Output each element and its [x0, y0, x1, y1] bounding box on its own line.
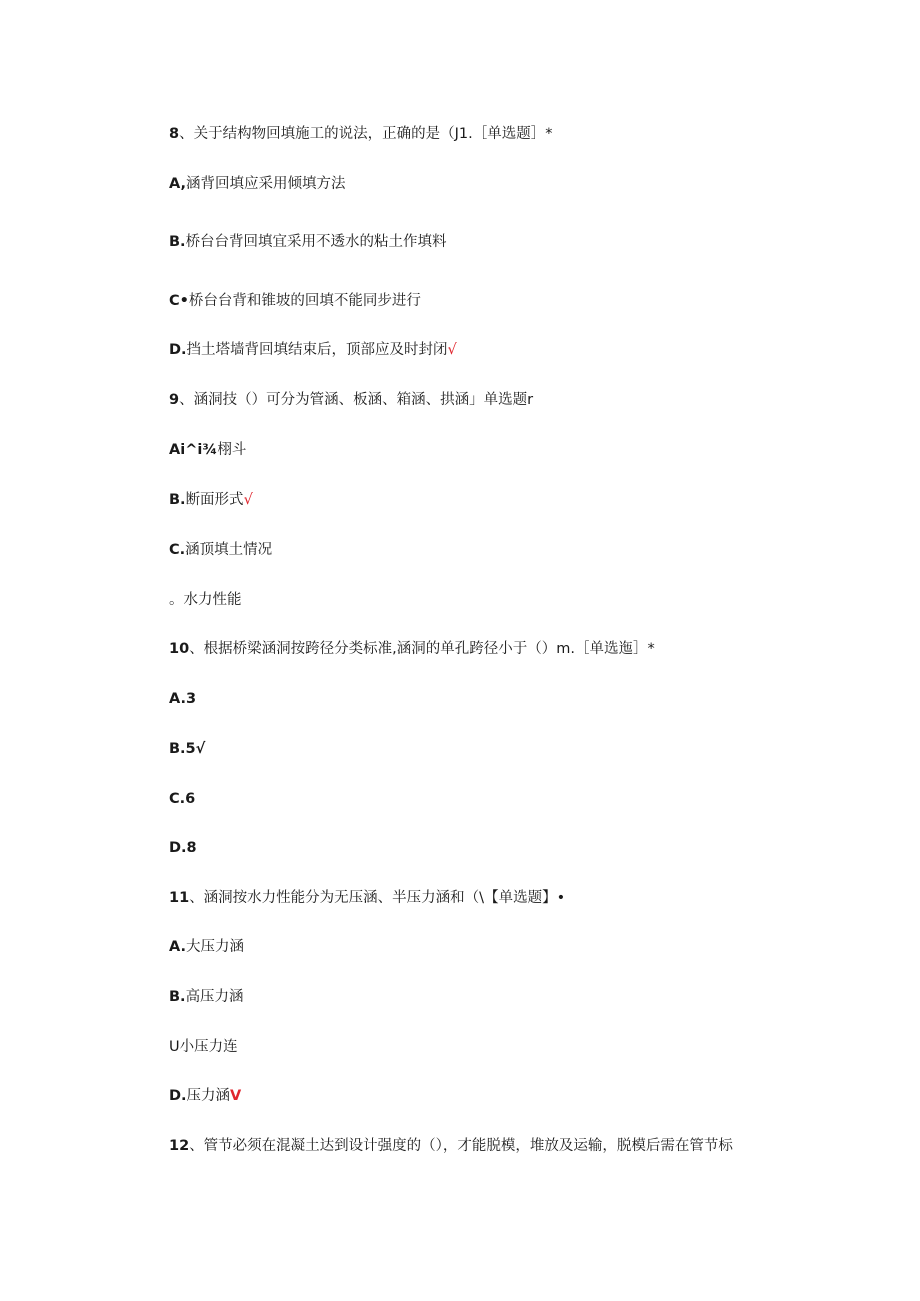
option-key: B. [169, 234, 186, 250]
question-9-stem [169, 390, 533, 410]
question-number: 9 [169, 392, 180, 408]
option-text: 涵背回填应采用倾填方法 [186, 176, 346, 192]
option-key: C.6 [169, 791, 196, 807]
question-text: 、管节必须在混凝土达到设计强度的（），才能脱模，堆放及运输，脱模后需在管节标 [189, 1138, 733, 1154]
question-11-option-a [169, 937, 244, 957]
question-text: 、关于结构物回填施工的说法，正确的是（J1.［单选题］* [179, 126, 553, 142]
option-key: D. [169, 342, 187, 358]
option-key: A, [169, 176, 186, 192]
question-10-option-b [169, 739, 205, 759]
question-text: 、涵洞按水力性能分为无压涵、半压力涵和（\【单选题】• [189, 890, 566, 906]
option-text: 压力涵 [186, 1088, 231, 1104]
question-text: 、涵洞技（）可分为管涵、板涵、箱涵、拱涵」单选题r [179, 392, 534, 408]
option-key: A. [169, 939, 186, 955]
option-key: D.8 [169, 840, 197, 856]
option-text: 高压力涵 [185, 989, 244, 1005]
question-9-option-b [169, 490, 253, 510]
question-8-stem [169, 124, 552, 144]
correct-check-mark: V [230, 1088, 242, 1104]
option-text: 断面形式 [185, 492, 244, 508]
option-key: C. [169, 542, 186, 558]
option-text: 涵顶填土情况 [185, 542, 273, 558]
question-8-option-b [169, 232, 447, 252]
question-10-option-d [169, 838, 197, 858]
question-9-option-d [169, 590, 242, 610]
option-key: U [169, 1039, 180, 1055]
question-11-option-c [169, 1037, 238, 1057]
question-10-stem [169, 639, 655, 659]
option-text: 小压力连 [179, 1039, 238, 1055]
option-text: 大压力涵 [186, 939, 244, 955]
option-text: 栩斗 [217, 442, 247, 458]
option-key: C• [169, 293, 189, 309]
option-key: 。 [169, 592, 184, 608]
question-8-option-d [169, 340, 457, 360]
question-number: 10 [169, 641, 190, 657]
option-key: Ai^i¾ [169, 442, 218, 458]
correct-check-mark: √ [447, 342, 457, 358]
question-11-option-b [169, 987, 244, 1007]
question-number: 11 [169, 890, 190, 906]
question-10-option-c [169, 789, 195, 809]
option-text: 挡土塔墙背回填结束后，顶部应及时封闭 [186, 342, 448, 358]
option-key: A.3 [169, 691, 197, 707]
question-text: 、根据桥梁涵洞按跨径分类标准,涵洞的单孔跨径小于（）m.［单选迤］* [189, 641, 655, 657]
question-9-option-a [169, 440, 246, 460]
question-8-option-a [169, 174, 346, 194]
question-number: 8 [169, 126, 180, 142]
option-key: B.5√ [169, 741, 206, 757]
option-text: 水力性能 [183, 592, 242, 608]
question-8-option-c [169, 291, 421, 311]
option-key: D. [169, 1088, 187, 1104]
correct-check-mark: √ [243, 492, 253, 508]
option-key: B. [169, 989, 186, 1005]
option-text: 桥台台背和锥坡的回填不能同步进行 [188, 293, 421, 309]
question-9-option-c [169, 540, 272, 560]
question-number: 12 [169, 1138, 190, 1154]
question-10-option-a [169, 689, 196, 709]
question-11-stem [169, 888, 565, 908]
question-11-option-d [169, 1086, 241, 1106]
option-key: B. [169, 492, 186, 508]
option-text: 桥台台背回填宜采用不透水的粘土作填料 [185, 234, 447, 250]
question-12-stem [169, 1136, 733, 1156]
